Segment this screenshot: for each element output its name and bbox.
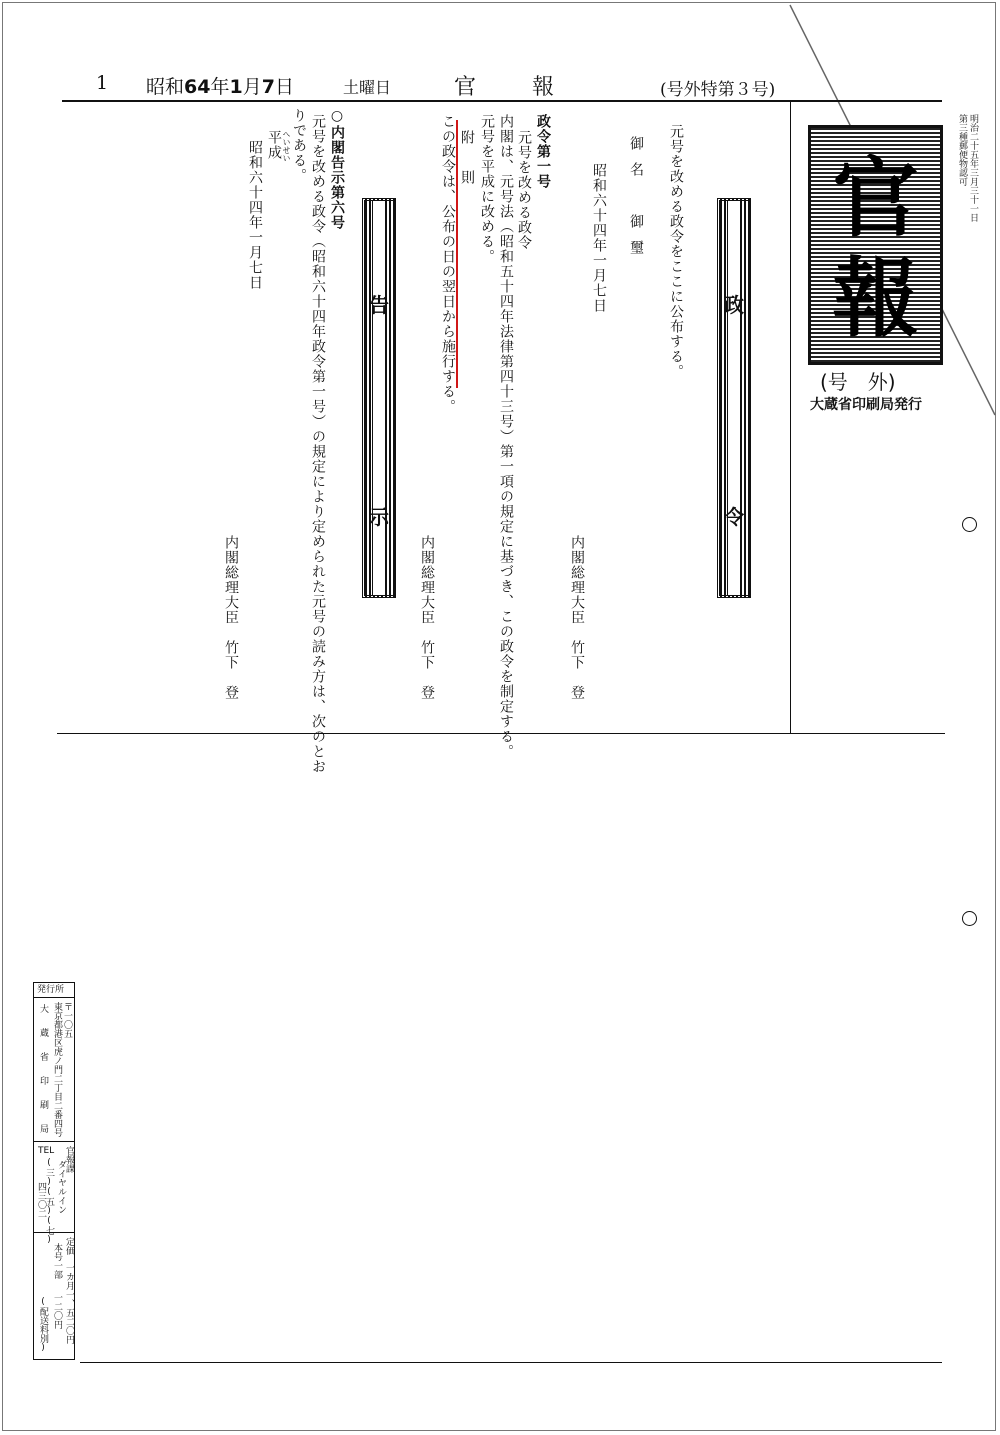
section-title-cabinet-order: 政 令 [717,198,751,598]
supplementary-heading: 附 則 [459,130,475,190]
proclamation: 元号を改める政令をここに公布する。 [668,124,684,379]
header-title-left: 官 [454,75,477,100]
cabinet-order-date: 昭和六十四年一月七日 [591,163,607,313]
order-title: 元号を改める政令 [516,130,532,250]
tel-label: TEL [38,1146,55,1156]
price-month: 一カ月一、五二〇円 [64,1263,74,1344]
price-single: 一二〇円 [52,1293,62,1329]
order-body-1: 内閣は、元号法（昭和五十四年法律第四十三号）第一項の規定に基づき、この政令を制定する。 [498,114,514,759]
cabinet-order-signatory: 内閣総理大臣 竹下 登 [569,535,585,700]
masthead-edition: (号 外) [820,370,896,394]
notice-number: ○内閣告示第六号 [329,108,345,230]
tel-dept: 官報課 [64,1146,74,1173]
notice-signatory: 内閣総理大臣 竹下 登 [223,535,239,700]
footer-rule [80,1362,942,1363]
shipping-note: (配送料別) [38,1297,48,1353]
publisher-address: 東京都港区虎ノ門二丁目二番四号 [52,1002,62,1137]
notice-date: 昭和六十四年一月七日 [247,140,263,290]
notice-body-1: 元号を改める政令（昭和六十四年政令第一号）の規定により定められた元号の読み方は、次のとお [310,114,326,774]
imperial-name-seal: 御名 御璽 [628,136,644,266]
era-reading-ruby: へいせい [282,130,291,162]
header-rule [62,100,942,102]
binding-hole-2 [962,911,977,926]
masthead-logo [808,125,943,365]
tel-number-b: 四三〇二 [36,1182,46,1218]
header-title-right: 報 [532,75,555,100]
section-title-notice: 告 示 [362,198,396,598]
tel-dial-in: ダイヤルイン [56,1160,66,1214]
masthead-divider [790,102,791,734]
page-number: 1 [96,72,109,94]
mail-notice-1: 明治二十五年三月三十一日 [968,114,978,222]
header-weekday: 土曜日 [343,78,392,97]
publisher-postal: 〒一〇五 [62,1002,72,1038]
logo-char-2: 報 [832,248,919,349]
logo-char-1: 官 [832,148,919,249]
price-label: 定価 [64,1237,74,1255]
red-annotation-line [456,120,458,388]
notice-body-2: りである。 [291,108,307,183]
supplementary-body: この政令は、公布の日の翌日から施行する。 [440,114,456,414]
mail-notice-2: 第三種郵便物認可 [957,114,967,186]
order-body-2: 元号を平成に改める。 [479,114,495,264]
era-name: 平成 [266,130,282,160]
order-signatory: 内閣総理大臣 竹下 登 [419,535,435,700]
header-date: 昭和64年1月7日 [146,76,294,98]
order-number: 政令第一号 [535,114,551,189]
publisher-box [33,982,75,1360]
binding-hole-1 [962,517,977,532]
publisher-name: 大蔵省印刷局 [38,1004,48,1148]
header-issue: (号外特第３号) [660,80,776,100]
tel-number-a: (三)(五)(七) [44,1158,54,1245]
masthead-publisher: 大蔵省印刷局発行 [810,397,922,413]
price-single-label: 本号一部 [52,1243,62,1279]
publisher-label: 発行所 [37,985,65,995]
